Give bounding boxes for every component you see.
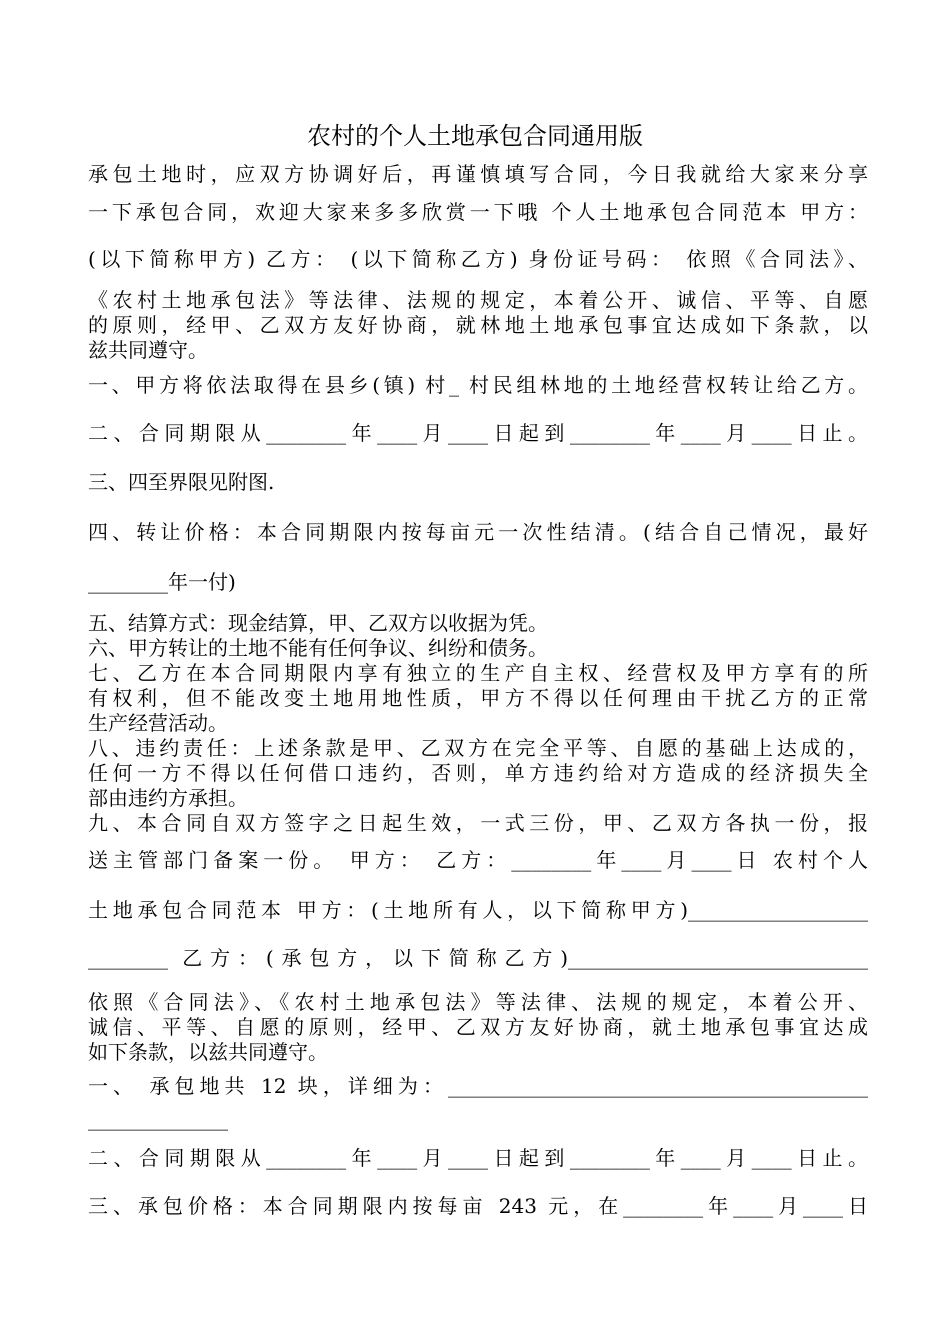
article-1: 一、 承包地共 12 块，详细为：__________________________________________ — [88, 1074, 868, 1098]
document-title: 农村的个人土地承包合同通用版 — [307, 122, 643, 150]
clause-8-cont-1: 任何一方不得以任何借口违约，否则，单方违约给对方造成的经济损失全 — [88, 761, 868, 785]
preamble-line-1: 依照《合同法》、《农村土地承包法》等法律、法规的规定，本着公开、 — [88, 990, 868, 1014]
clause-5: 五、结算方式：现金结算，甲、乙双方以收据为凭。 — [88, 611, 548, 635]
clause-1: 一、甲方将依法取得在县乡(镇) 村_ 村民组林地的土地经营权转让给乙方。 — [88, 373, 868, 397]
clause-9-cont: 送主管部门备案一份。 甲方： 乙方：________年____月____日 农村个人 — [88, 848, 868, 872]
text-line-4: 《农村土地承包法》等法律、法规的规定，本着公开、诚信、平等、自愿 — [88, 288, 868, 312]
article-1-cont: ______________ — [88, 1107, 228, 1131]
clause-4-cont: ________年一付) — [88, 570, 236, 594]
clause-6: 六、甲方转让的土地不能有任何争议、纠纷和债务。 — [88, 636, 548, 660]
text-line-2: 一下承包合同，欢迎大家来多多欣赏一下哦 个人土地承包合同范本 甲方： — [88, 200, 868, 224]
clause-8: 八、违约责任：上述条款是甲、乙双方在完全平等、自愿的基础上达成的， — [88, 736, 868, 760]
clause-8-cont-2: 部由违约方承担。 — [88, 786, 248, 810]
preamble-line-3: 如下条款，以兹共同遵守。 — [88, 1040, 328, 1064]
clause-3: 三、四至界限见附图. — [88, 470, 275, 494]
contract-party-b: ________ 乙方：(承包方，以下简称乙方)______________________________ — [88, 946, 868, 970]
text-line-3: (以下简称甲方) 乙方： (以下简称乙方) 身份证号码： 依照《合同法》、 — [88, 247, 868, 271]
text-line-5: 的原则，经甲、乙双方友好协商，就林地土地承包事宜达成如下条款，以 — [88, 313, 868, 337]
text-line-6: 兹共同遵守。 — [88, 338, 208, 362]
clause-9: 九、本合同自双方签字之日起生效，一式三份，甲、乙双方各执一份，报 — [88, 811, 868, 835]
contract-party-a: 土地承包合同范本 甲方：(土地所有人，以下简称甲方)__________________ — [88, 898, 868, 922]
preamble-line-2: 诚信、平等、自愿的原则，经甲、乙双方友好协商，就土地承包事宜达成 — [88, 1015, 868, 1039]
text-line-1: 承包土地时，应双方协调好后，再谨慎填写合同，今日我就给大家来分享 — [88, 162, 868, 186]
article-2: 二、合同期限从________年____月____日起到________年____月____日止。 — [88, 1146, 868, 1170]
clause-7: 七、乙方在本合同期限内享有独立的生产自主权、经营权及甲方享有的所 — [88, 661, 868, 685]
clause-2: 二、合同期限从________年____月____日起到________年____月____日止。 — [88, 421, 868, 445]
article-3: 三、承包价格：本合同期限内按每亩 243 元，在________年____月____日 — [88, 1194, 868, 1218]
clause-4: 四、转让价格：本合同期限内按每亩元一次性结清。(结合自己情况，最好 — [88, 520, 868, 544]
clause-7-cont-2: 生产经营活动。 — [88, 711, 228, 735]
clause-7-cont-1: 有权利，但不能改变土地用地性质，甲方不得以任何理由干扰乙方的正常 — [88, 686, 868, 710]
